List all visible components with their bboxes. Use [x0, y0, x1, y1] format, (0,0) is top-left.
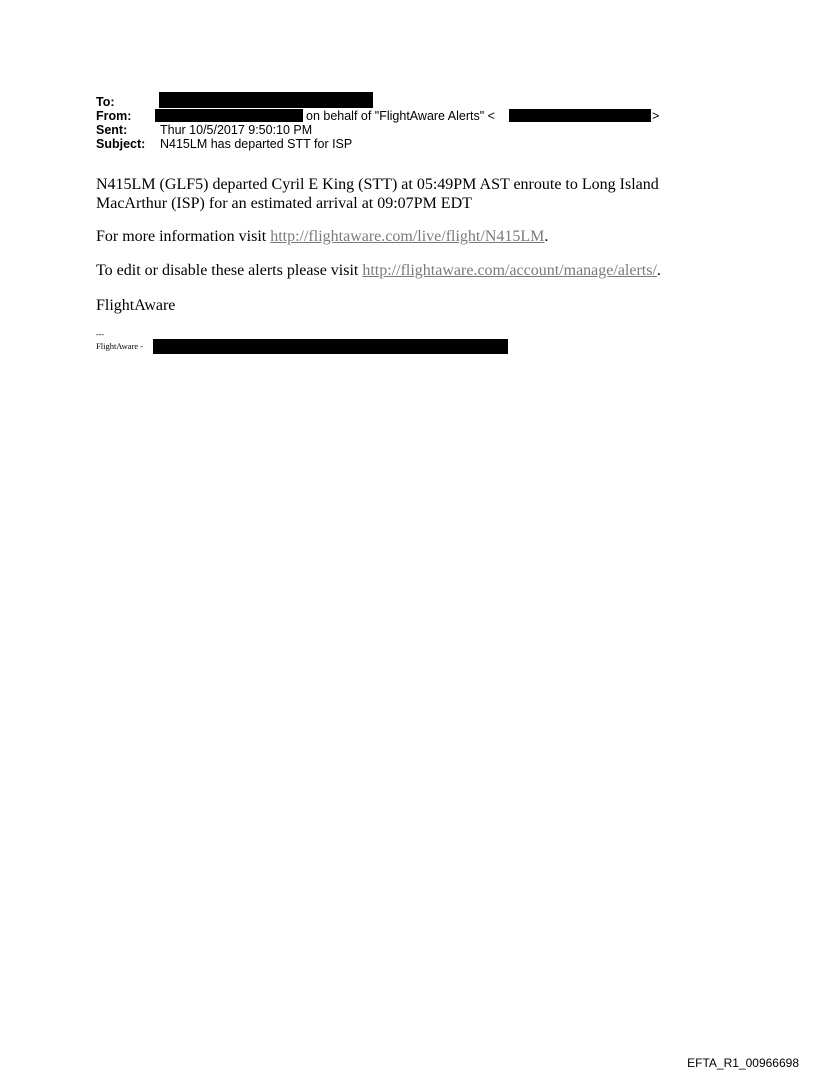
- from-behalf-suffix: >: [652, 109, 660, 123]
- from-name-redaction: [155, 109, 303, 122]
- signature-label: FlightAware -: [96, 341, 144, 351]
- to-label: To:: [96, 95, 115, 109]
- para3-prefix: To edit or disable these alerts please visit: [96, 262, 363, 279]
- para2-prefix: For more information visit: [96, 228, 271, 245]
- message-para-3: [96, 261, 716, 280]
- flight-link[interactable]: http://flightaware.com/live/flight/N415LM: [270, 228, 545, 245]
- message-closing: FlightAware: [96, 297, 176, 314]
- signature-line: [96, 341, 143, 351]
- message-para-2: [96, 227, 696, 246]
- from-address-redaction: [509, 109, 651, 122]
- from-label: From:: [96, 109, 132, 123]
- para3-suffix: .: [656, 262, 661, 279]
- subject-value: N415LM has departed STT for ISP: [160, 137, 353, 151]
- para2-suffix: .: [544, 228, 549, 245]
- alerts-link[interactable]: http://flightaware.com/account/manage/alerts/: [362, 262, 657, 279]
- sent-label: Sent:: [96, 123, 128, 137]
- message-para-1: N415LM (GLF5) departed Cyril E King (STT) at 05:49PM AST enroute to Long Island MacArthur (ISP) for an estimated arrival at 09:07PM EDT: [96, 176, 659, 212]
- signature-dashes: ---: [96, 330, 104, 339]
- subject-label: Subject:: [96, 137, 146, 151]
- document-id: EFTA_R1_00966698: [687, 1056, 799, 1070]
- to-redaction: [159, 92, 373, 108]
- from-behalf-prefix: on behalf of "FlightAware Alerts" <: [306, 109, 495, 123]
- signature-redaction: [153, 339, 508, 354]
- sent-value: Thur 10/5/2017 9:50:10 PM: [160, 123, 313, 137]
